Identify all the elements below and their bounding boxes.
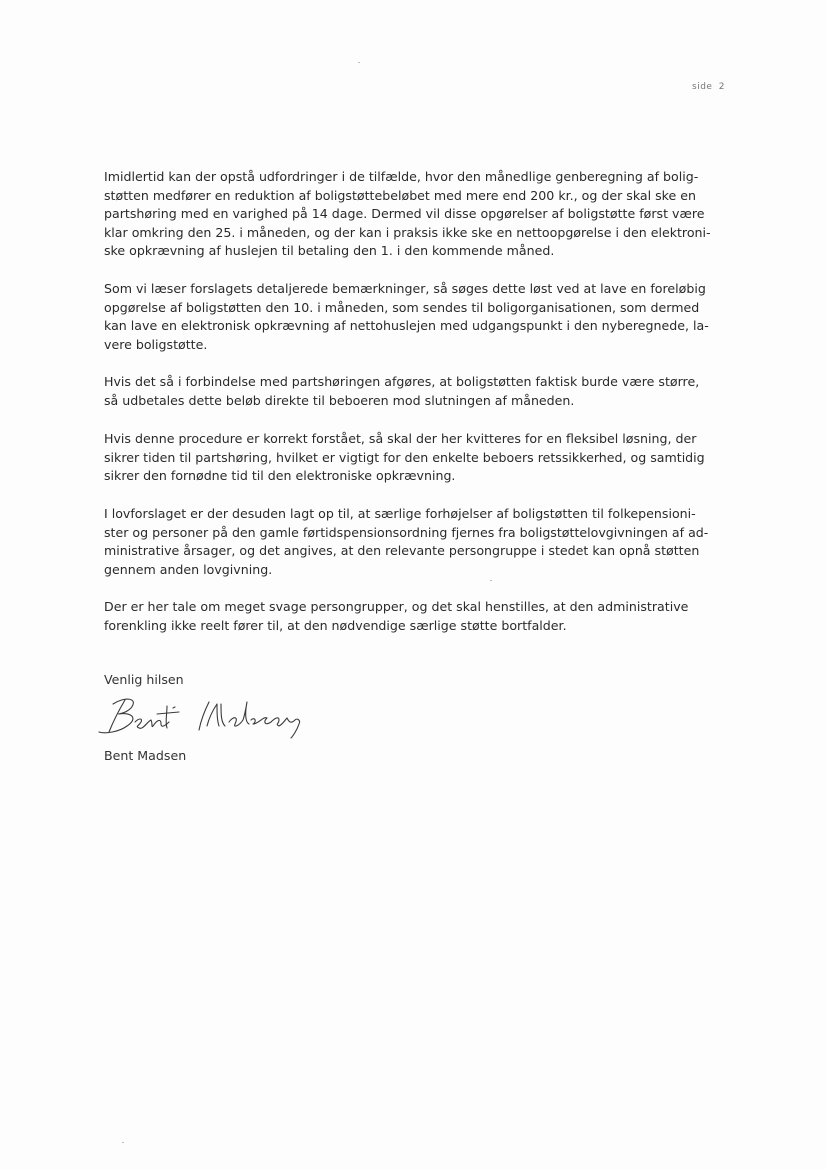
closing-greeting: Venlig hilsen — [104, 672, 184, 687]
paragraph-5: I lovforslaget er der desuden lagt op til, at særlige forhøjelser af boligstøtten til folkepensioni- ster og personer på den gamle førtidspensionsordning fjernes fra boligstøttelovgivningen af ad- ministrative årsager, og det angives, at den relevante persongruppe i stedet kan opnå støtten gennem anden lovgivning. — [104, 506, 709, 577]
paragraph-1: Imidlertid kan der opstå udfordringer i de tilfælde, hvor den månedlige genberegning af bolig- støtten medfører en reduktion af boligstøttebeløbet med mere end 200 kr., og der skal ske en partshøring med en varighed på 14 dage. Dermed vil disse opgørelser af boligstøtte først være klar omkring den 25. i måneden, og der kan i praksis ikke ske en nettoopgørelse i den elektroni- ske opkrævning af huslejen til betaling den 1. i den kommende måned. — [104, 169, 711, 259]
paragraph-2: Som vi læser forslagets detaljerede bemærkninger, så søges dette løst ved at lave en foreløbig opgørelse af boligstøtten den 10. i måneden, som sendes til boligorganisationen, som dermed kan lave en elektronisk opkrævning af nettohuslejen med udgangspunkt i den nyberegnede, la- vere boligstøtte. — [104, 281, 709, 352]
paragraph-4: Hvis denne procedure er korrekt forstået, så skal der her kvitteres for en fleksibel løsning, der sikrer tiden til partshøring, hvilket er vigtigt for den enkelte beboers retssikkerhed, og samtidig sikrer den fornødne tid til den elektroniske opkrævning. — [104, 431, 705, 484]
scan-speck — [358, 62, 360, 63]
handwritten-signature — [95, 692, 315, 742]
scan-speck — [122, 1142, 124, 1143]
signer-name: Bent Madsen — [104, 748, 187, 763]
scan-speck — [490, 580, 492, 581]
paragraph-3: Hvis det så i forbindelse med partshøringen afgøres, at boligstøtten faktisk burde være større, så udbetales dette beløb direkte til beboeren mod slutningen af måneden. — [104, 374, 700, 408]
page-number: side 2 — [692, 82, 726, 92]
paragraph-6: Der er her tale om meget svage persongrupper, og det skal henstilles, at den administrative forenkling ikke reelt fører til, at den nødvendige særlige støtte bortfalder. — [104, 599, 689, 633]
